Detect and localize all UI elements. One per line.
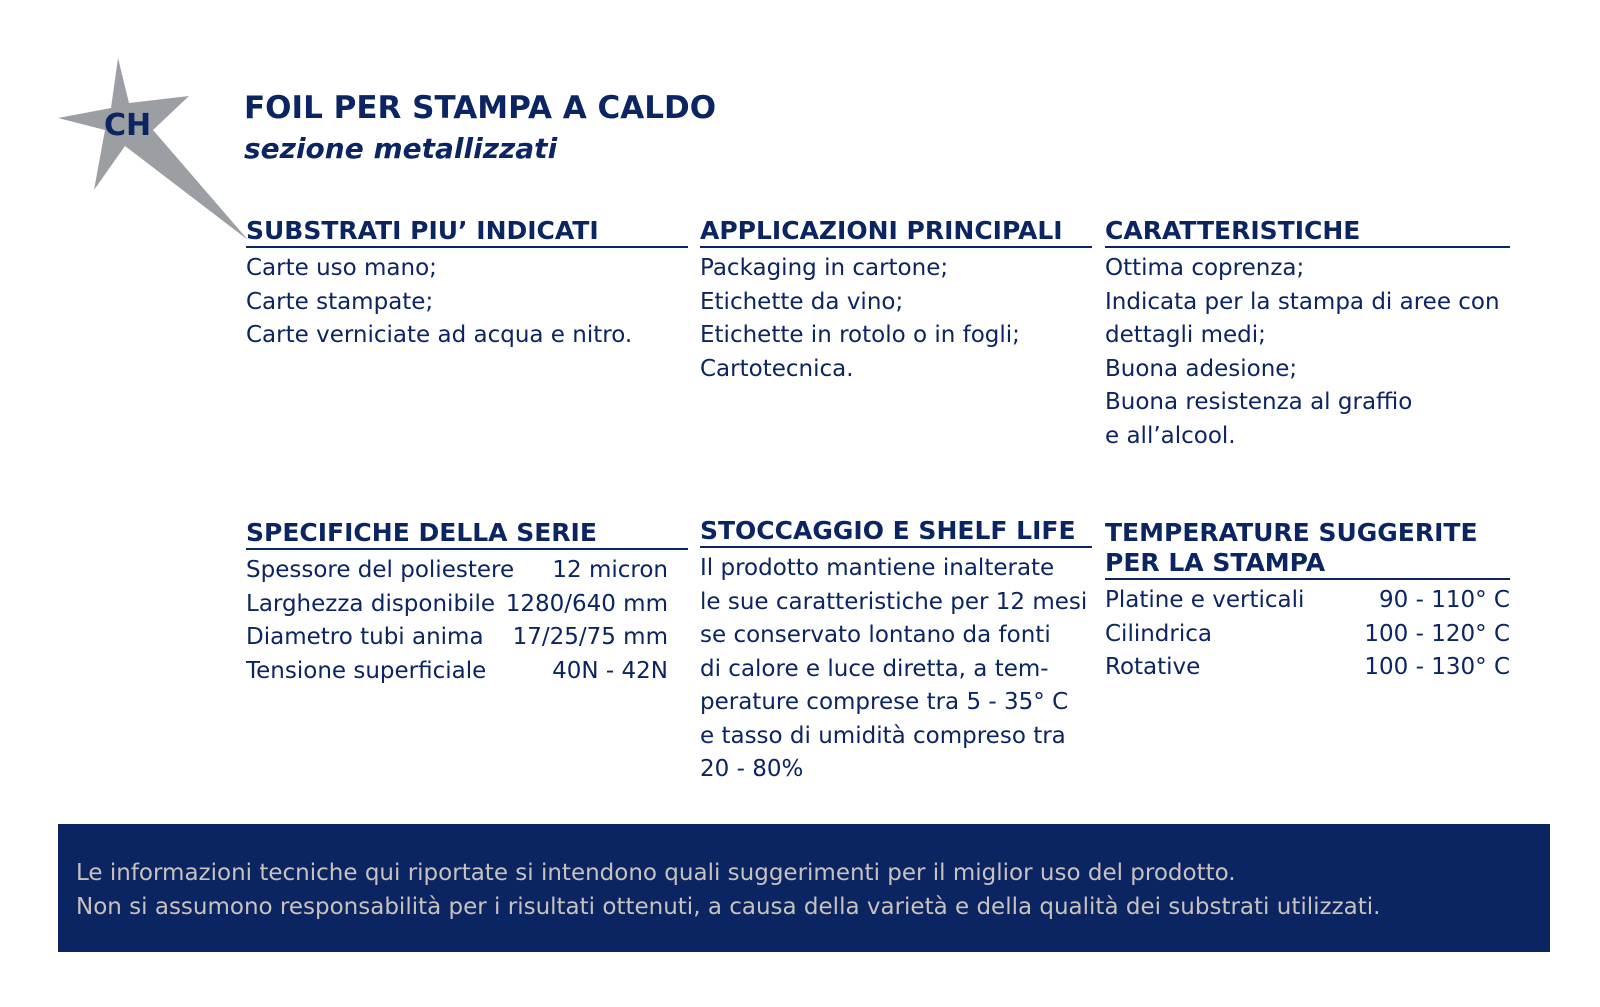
section-stoccaggio (700, 516, 1092, 787)
list-item: Etichette in rotolo o in fogli; (700, 322, 1020, 348)
page-title: FOIL PER STAMPA A CALDO (244, 90, 717, 126)
list-item: Indicata per la stampa di aree con (1105, 288, 1500, 315)
temperature-label: Platine e verticali (1105, 587, 1305, 613)
spec-label: Tensione superficiale (246, 657, 487, 684)
temperature-row (1105, 584, 1510, 618)
section-applicazioni (700, 216, 1092, 386)
disclaimer-line: Non si assumono responsabilità per i risultati ottenuti, a causa della varietà e della qualità dei substrati utilizzati. (76, 894, 1381, 920)
heading-line: TEMPERATURE SUGGERITE (1105, 518, 1478, 547)
paragraph-line: 20 - 80% (700, 756, 804, 782)
page-subtitle: sezione metallizzati (244, 132, 558, 165)
temperature-value: 90 - 110° C (1379, 587, 1510, 613)
paragraph-line: le sue caratteristiche per 12 mesi (700, 588, 1088, 615)
section-heading: SUBSTRATI PIU’ INDICATI (246, 216, 688, 248)
section-heading: SPECIFICHE DELLA SERIE (246, 518, 688, 550)
section-substrati (246, 216, 688, 353)
temperature-label: Rotative (1105, 654, 1201, 680)
list-item: Carte stampate; (246, 288, 434, 315)
spec-row (246, 621, 668, 655)
spec-label: Spessore del poliestere (246, 557, 515, 583)
list-item: Buona resistenza al graffio (1105, 389, 1413, 415)
section-heading: STOCCAGGIO E SHELF LIFE (700, 516, 1092, 548)
paragraph-line: di calore e luce diretta, a tem- (700, 655, 1049, 682)
spec-row (246, 655, 668, 689)
paragraph-line: perature comprese tra 5 - 35° C (700, 689, 1069, 715)
list-item: Packaging in cartone; (700, 255, 949, 281)
section-specifiche (246, 518, 688, 688)
spec-value: 1280/640 mm (505, 590, 668, 617)
spec-row (246, 588, 668, 622)
section-heading: APPLICAZIONI PRINCIPALI (700, 216, 1092, 248)
badge-code: CH (104, 108, 152, 143)
list-item: e all’alcool. (1105, 422, 1236, 449)
spec-label: Diametro tubi anima (246, 624, 484, 650)
spec-label: Larghezza disponibile (246, 590, 495, 617)
disclaimer-line: Le informazioni tecniche qui riportate si intendono quali suggerimenti per il miglior uso del prodotto. (76, 860, 1236, 886)
spec-value: 40N - 42N (552, 657, 668, 684)
temperature-label: Cilindrica (1105, 620, 1212, 647)
section-caratteristiche (1105, 216, 1510, 453)
star-badge-icon (58, 58, 248, 240)
temperature-row (1105, 651, 1510, 685)
paragraph-line: e tasso di umidità compreso tra (700, 722, 1066, 749)
temperature-value: 100 - 130° C (1364, 654, 1510, 680)
section-heading: CARATTERISTICHE (1105, 216, 1510, 248)
list-item: Carte uso mano; (246, 255, 437, 281)
spec-row (246, 554, 668, 588)
paragraph-line: se conservato lontano da fonti (700, 622, 1051, 648)
section-temperature (1105, 518, 1510, 685)
list-item: Cartotecnica. (700, 355, 854, 382)
list-item: Ottima coprenza; (1105, 255, 1305, 281)
temperature-row (1105, 618, 1510, 652)
list-item: Etichette da vino; (700, 288, 904, 315)
heading-line: PER LA STAMPA (1105, 548, 1326, 577)
spec-value: 17/25/75 mm (512, 624, 668, 650)
paragraph-line: Il prodotto mantiene inalterate (700, 555, 1055, 581)
list-item: Carte verniciate ad acqua e nitro. (246, 322, 633, 348)
spec-value: 12 micron (552, 557, 668, 583)
list-item: dettagli medi; (1105, 322, 1266, 348)
temperature-value: 100 - 120° C (1364, 620, 1510, 647)
list-item: Buona adesione; (1105, 355, 1298, 382)
section-heading (1105, 518, 1510, 580)
disclaimer-banner (58, 824, 1550, 952)
